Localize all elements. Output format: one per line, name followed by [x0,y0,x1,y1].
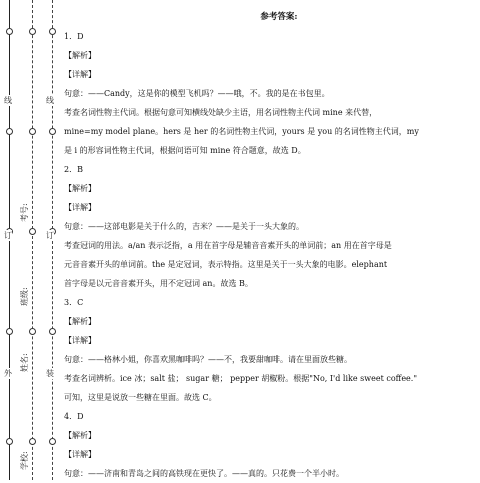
answer-text-line: mine=my model plane。hers 是 her 的名词性物主代词，yours 是 you 的名词性物主代词，my [64,127,419,136]
answer-text-line: 首字母是以元音音素开头，用不定冠词 an。故选 B。 [64,279,253,288]
answer-number: 1．D [64,32,84,41]
binding-hole [49,438,56,445]
binding-hole [49,328,56,335]
class-label: 班级: [20,287,29,306]
answer-item [64,407,464,483]
analysis-label: 【解析】 [64,317,96,326]
answer-text-line: 考查名词辨析。ice 冰；salt 盐； sugar 糖； pepper 胡椒粉。根据"No, I'd like sweet coffee." [64,374,418,383]
answer-item [64,27,464,160]
answer-text-line: 句意：——这部电影是关于什么的，吉米？——是关于一头大象的。 [64,222,304,231]
name-label: 姓名: [20,353,29,372]
answer-text-line: 句意：——格林小姐，你喜欢黑咖啡吗？——不，我要甜咖啡。请在里面放些糖。 [64,355,352,364]
binding-hole [6,438,13,445]
answer-text-line: 考查冠词的用法。a/an 表示泛指，a 用在首字母是辅音音素开头的单词前；an 用在首字母是 [64,241,392,250]
page-title: 参考答案: [260,12,298,22]
analysis-label: 【解析】 [64,51,96,60]
detail-label: 【详解】 [64,203,96,212]
binding-hole [49,28,56,35]
binding-hole [6,328,13,335]
detail-label: 【详解】 [64,336,96,345]
detail-label: 【详解】 [64,70,96,79]
binding-mark: 订 [46,231,54,240]
answer-text-line: 元音音素开头的单词前。the 是定冠词，表示特指。这里是关于一头大象的电影。elephant [64,260,388,269]
exam-number-label: 考号: [20,203,29,222]
binding-dashed-line [32,0,33,480]
answer-number: 3．C [64,298,84,307]
binding-mark: 订 [4,231,12,240]
binding-margin [0,0,58,480]
binding-hole [6,128,13,135]
answer-number: 2．B [64,165,83,174]
binding-mark: 外 [4,369,12,378]
school-label: 学校: [20,451,29,470]
binding-hole [29,438,36,445]
binding-hole [29,128,36,135]
answer-number: 4．D [64,412,84,421]
detail-label: 【详解】 [64,450,96,459]
binding-hole [29,228,36,235]
answer-text-line: 句意：——Candy，这是你的模型飞机吗？——哦，不。我的是在书包里。 [64,89,330,98]
analysis-label: 【解析】 [64,431,96,440]
binding-mark: 线 [46,96,54,105]
answer-text-line: 可知，这里是说放一些糖在里面。故选 C。 [64,393,217,402]
binding-hole [49,128,56,135]
answer-text-line: 考查名词性物主代词。根据句意可知横线处缺少主语，用名词性物主代词 mine 来代替， [64,108,378,117]
binding-hole [29,28,36,35]
analysis-label: 【解析】 [64,184,96,193]
answer-content [64,8,464,483]
answer-item [64,160,464,293]
binding-hole [6,28,13,35]
binding-mark: 线 [4,96,12,105]
answer-text-line: 是 i 的形容词性物主代词，根据问语可知 mine 符合题意，故选 D。 [64,146,306,155]
binding-mark: 装 [46,369,54,378]
binding-hole [29,328,36,335]
answer-text-line: 句意：——济南和青岛之间的高铁现在更快了。——真的。只花费一个半小时。 [64,469,344,478]
answer-item [64,293,464,407]
